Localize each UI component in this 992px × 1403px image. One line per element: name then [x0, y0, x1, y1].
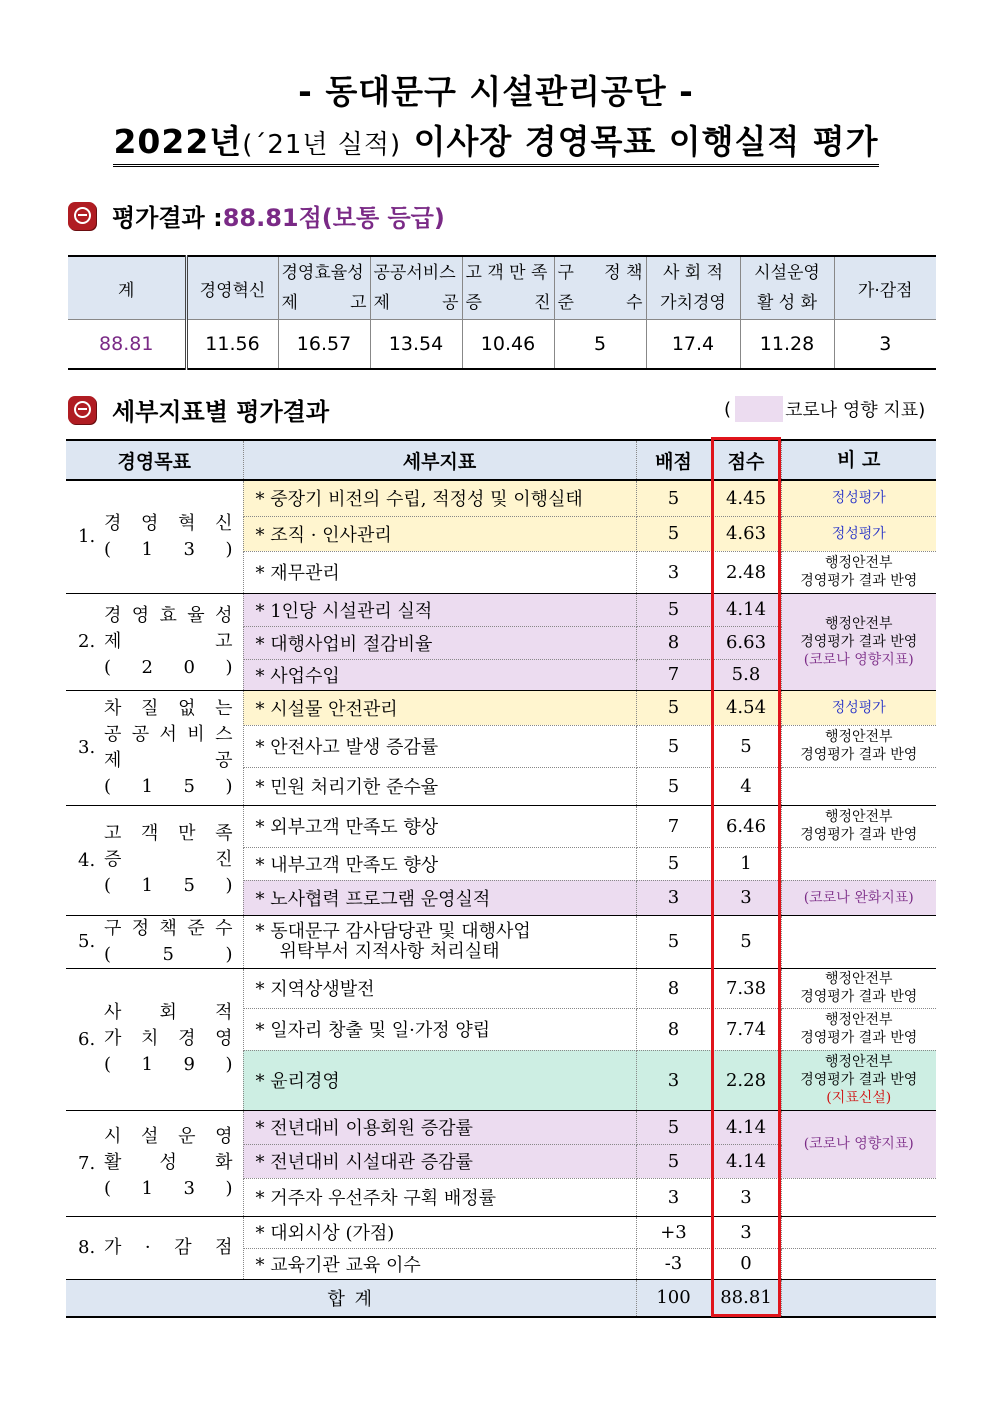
- score: 3: [711, 1216, 781, 1248]
- result-label: 평가결과 :: [112, 204, 223, 232]
- score: 6.63: [711, 626, 781, 659]
- summary-value: 10.46: [462, 320, 554, 370]
- summary-header-innovation: 경영혁신: [186, 256, 278, 320]
- indicator: * 전년대비 이용회원 증감률: [243, 1110, 636, 1144]
- points: 5: [636, 1144, 711, 1178]
- note: 행정안전부 경영평가 결과 반영 (코로나 영향지표): [781, 593, 936, 690]
- points: 5: [636, 480, 711, 516]
- summary-value: 11.28: [740, 320, 834, 370]
- indicator: * 대외시상 (가점): [243, 1216, 636, 1248]
- table-row: [66, 968, 936, 1008]
- note: 행정안전부 경영평가 결과 반영: [781, 1008, 936, 1050]
- indicator: * 사업수입: [243, 659, 636, 690]
- summary-value: 13.54: [370, 320, 462, 370]
- goal-cell: 3. 차 질 없 는 공 공 서 비 스 제 공 ( 1 5 ): [66, 690, 243, 805]
- indicator: * 내부고객 만족도 향상: [243, 847, 636, 880]
- goal-cell: 1. 경 영 혁 신 ( 1 3 ): [66, 480, 243, 593]
- note: (코로나 완화지표): [781, 880, 936, 915]
- note: [781, 1248, 936, 1279]
- section-bullet-icon: [68, 396, 96, 424]
- summary-header-total: 계: [68, 256, 186, 320]
- title-rest: 이사장 경영목표 이행실적 평가: [401, 122, 879, 161]
- points: 3: [636, 880, 711, 915]
- indicator: * 중장기 비전의 수립, 적정성 및 이행실태: [243, 480, 636, 516]
- goal-cell: 8. 가 · 감 점: [66, 1216, 243, 1279]
- goal-cell: 4. 고 객 만 족 증 진 ( 1 5 ): [66, 805, 243, 915]
- score: 3: [711, 1178, 781, 1216]
- indicator: * 교육기관 교육 이수: [243, 1248, 636, 1279]
- score: 1: [711, 847, 781, 880]
- note: 행정안전부 경영평가 결과 반영: [781, 805, 936, 847]
- table-row: [66, 480, 936, 516]
- indicator: * 안전사고 발생 증감률: [243, 725, 636, 767]
- points: 7: [636, 659, 711, 690]
- summary-header-policy: 구 정 책 준 수: [554, 256, 646, 320]
- points: 7: [636, 805, 711, 847]
- goal-cell: 6. 사 회 적 가 치 경 영 ( 1 9 ): [66, 968, 243, 1110]
- note: [781, 847, 936, 880]
- header-points: 배점: [636, 440, 711, 480]
- points: 8: [636, 626, 711, 659]
- score: 2.48: [711, 551, 781, 593]
- goal-cell: 2. 경 영 효 율 성 제 고 ( 2 0 ): [66, 593, 243, 690]
- table-row: [66, 593, 936, 626]
- goal-cell: 7. 시 설 운 영 활 성 화 ( 1 3 ): [66, 1110, 243, 1216]
- summary-header-row: [68, 256, 936, 320]
- table-row: [66, 915, 936, 968]
- summary-value: 17.4: [646, 320, 740, 370]
- note: 정성평가: [781, 690, 936, 725]
- summary-header-public-service: 공공서비스 제 공: [370, 256, 462, 320]
- detail-table: [66, 439, 936, 1318]
- summary-header-social: 사 회 적 가치경영: [646, 256, 740, 320]
- table-row: [66, 690, 936, 725]
- points: +3: [636, 1216, 711, 1248]
- summary-header-bonus: 가·감점: [834, 256, 936, 320]
- points: 3: [636, 1050, 711, 1110]
- note: 행정안전부 경영평가 결과 반영: [781, 968, 936, 1008]
- points: 5: [636, 767, 711, 805]
- title-line-2: [0, 116, 992, 167]
- indicator: * 1인당 시설관리 실적: [243, 593, 636, 626]
- score: 3: [711, 880, 781, 915]
- note: [781, 915, 936, 968]
- score: 5: [711, 915, 781, 968]
- table-row: [66, 1110, 936, 1144]
- points: 3: [636, 551, 711, 593]
- summary-value: 16.57: [278, 320, 370, 370]
- result-score: 88.81점(보통 등급): [222, 204, 445, 232]
- indicator: * 노사협력 프로그램 운영실적: [243, 880, 636, 915]
- note: [781, 1178, 936, 1216]
- points: 5: [636, 725, 711, 767]
- score: 2.28: [711, 1050, 781, 1110]
- summary-value: 11.56: [186, 320, 278, 370]
- indicator: * 시설물 안전관리: [243, 690, 636, 725]
- indicator: * 윤리경영: [243, 1050, 636, 1110]
- score: 4.14: [711, 1144, 781, 1178]
- points: 3: [636, 1178, 711, 1216]
- total-note: [781, 1279, 936, 1317]
- points: 5: [636, 847, 711, 880]
- points: 5: [636, 593, 711, 626]
- summary-header-efficiency: 경영효율성 제 고: [278, 256, 370, 320]
- score: 4.45: [711, 480, 781, 516]
- score: 7.38: [711, 968, 781, 1008]
- note: [781, 1216, 936, 1248]
- goal-cell: 5. 구 정 책 준 수 ( 5 ): [66, 915, 243, 968]
- total-score: 88.81: [711, 1279, 781, 1317]
- note: 정성평가: [781, 516, 936, 551]
- score: 6.46: [711, 805, 781, 847]
- score: 4: [711, 767, 781, 805]
- title-sub: (´21년 실적): [242, 130, 402, 160]
- note: (코로나 영향지표): [781, 1110, 936, 1178]
- points: 5: [636, 690, 711, 725]
- score: 7.74: [711, 1008, 781, 1050]
- note: 행정안전부 경영평가 결과 반영: [781, 551, 936, 593]
- score: 4.63: [711, 516, 781, 551]
- header-note: 비 고: [781, 440, 936, 480]
- score: 0: [711, 1248, 781, 1279]
- indicator: * 지역상생발전: [243, 968, 636, 1008]
- points: 5: [636, 1110, 711, 1144]
- summary-header-facility: 시설운영 활 성 화: [740, 256, 834, 320]
- legend-swatch: [735, 396, 783, 422]
- header-score: 점수: [711, 440, 781, 480]
- summary-value-row: [68, 320, 936, 370]
- indicator: * 전년대비 시설대관 증감률: [243, 1144, 636, 1178]
- note: 행정안전부 경영평가 결과 반영 (지표신설): [781, 1050, 936, 1110]
- indicator: * 재무관리: [243, 551, 636, 593]
- indicator: * 대행사업비 절감비율: [243, 626, 636, 659]
- points: 5: [636, 516, 711, 551]
- indicator: * 조직 · 인사관리: [243, 516, 636, 551]
- table-row: [66, 805, 936, 847]
- note: 정성평가: [781, 480, 936, 516]
- points: 8: [636, 968, 711, 1008]
- summary-value-total: 88.81: [68, 320, 186, 370]
- indicator: * 외부고객 만족도 향상: [243, 805, 636, 847]
- detail-section-header: [68, 392, 329, 427]
- indicator: * 민원 처리기한 준수율: [243, 767, 636, 805]
- section-bullet-icon: [68, 202, 96, 230]
- summary-header-customer: 고 객 만 족 증 진: [462, 256, 554, 320]
- score: 5: [711, 725, 781, 767]
- result-section-header: [68, 198, 445, 233]
- points: 8: [636, 1008, 711, 1050]
- total-points: 100: [636, 1279, 711, 1317]
- header-goal: 경영목표: [66, 440, 243, 480]
- note: 행정안전부 경영평가 결과 반영: [781, 725, 936, 767]
- summary-value: 5: [554, 320, 646, 370]
- score: 5.8: [711, 659, 781, 690]
- indicator: * 동대문구 감사담당관 및 대행사업 위탁부서 지적사항 처리실태: [243, 915, 636, 968]
- table-row: [66, 1216, 936, 1248]
- detail-label: 세부지표별 평가결과: [112, 398, 330, 426]
- score: 4.14: [711, 1110, 781, 1144]
- score: 4.14: [711, 593, 781, 626]
- indicator: * 거주자 우선주차 구획 배정률: [243, 1178, 636, 1216]
- indicator: * 일자리 창출 및 일·가정 양립: [243, 1008, 636, 1050]
- detail-header-row: [66, 440, 936, 480]
- points: 5: [636, 915, 711, 968]
- legend: ( 코로나 영향 지표): [724, 396, 925, 422]
- legend-text: 코로나 영향 지표): [785, 400, 926, 421]
- summary-table: [68, 255, 936, 370]
- total-row: [66, 1279, 936, 1317]
- header-indicator: 세부지표: [243, 440, 636, 480]
- total-label: 합 계: [66, 1279, 636, 1317]
- title-year: 2022년: [113, 122, 243, 161]
- points: -3: [636, 1248, 711, 1279]
- title-line-1: - 동대문구 시설관리공단 -: [298, 72, 694, 111]
- score: 4.54: [711, 690, 781, 725]
- note: [781, 767, 936, 805]
- summary-value: 3: [834, 320, 936, 370]
